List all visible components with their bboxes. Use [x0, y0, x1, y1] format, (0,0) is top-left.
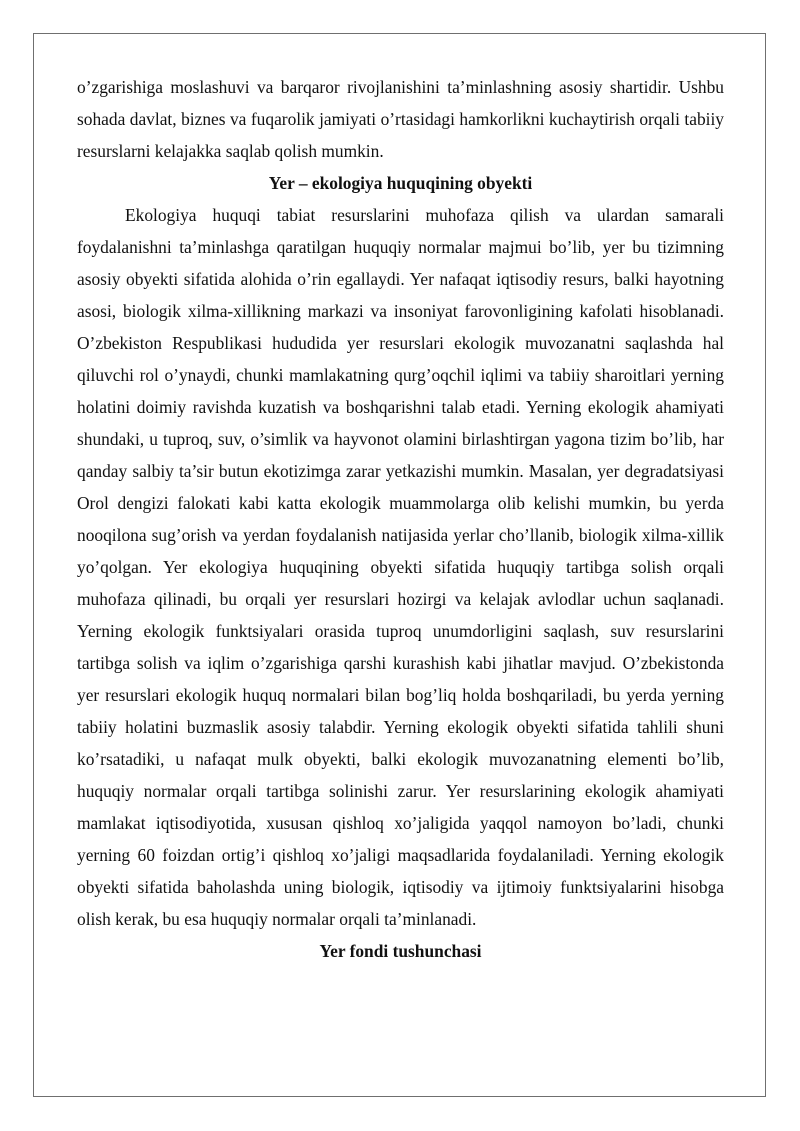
- paragraph-land-as-ecology-object: Ekologiya huquqi tabiat resurslarini muhofaza qilish va ulardan samarali foydalanishni ta’minlashga qaratilgan huquqiy normalar majmui bo’lib, yer bu tizimning asosiy obyekti sifatida alohida o’rin egallaydi. Yer nafaqat iqtisodiy resurs, balki hayotning asosi, biologik xilma-xillikning markazi va insoniyat farovonligining kafolati hisoblanadi. O’zbekiston Respublikasi hududida yer resurslari ekologik muvozanatni saqlashda hal qiluvchi rol o’ynaydi, chunki mamlakatning qurg’oqchil iqlimi va tabiiy sharoitlari yerning holatini doimiy ravishda kuzatish va boshqarishni talab etadi. Yerning ekologik ahamiyati shundaki, u tuproq, suv, o’simlik va hayvonot olamini birlashtirgan yagona tizim bo’lib, har qanday salbiy ta’sir butun ekotizimga zarar yetkazishi mumkin. Masalan, yer degradatsiyasi Orol dengizi falokati kabi katta ekologik muammolarga olib kelishi mumkin, bu yerda nooqilona sug’orish va yerdan foydalanish natijasida yerlar cho’llanib, biologik xilma-xillik yo’qolgan. Yer ekologiya huquqining obyekti sifatida huquqiy tartibga solish orqali muhofaza qilinadi, bu orqali yer resurslari hozirgi va kelajak avlodlar uchun saqlanadi. Yerning ekologik funktsiyalari orasida tuproq unumdorligini saqlash, suv resurslarini tartibga solish va iqlim o’zgarishiga qarshi kurashish kabi jihatlar mavjud. O’zbekistonda yer resurslari ekologik huquq normalari bilan bog’liq holda boshqariladi, bu yerda yerning tabiiy holatini buzmaslik asosiy talabdir. Yerning ekologik obyekti sifatida tahlili shuni ko’rsatadiki, u nafaqat mulk obyekti, balki ekologik muvozanatning elementi bo’lib, huquqiy normalar orqali tartibga solinishi zarur. Yer resurslarining ekologik ahamiyati mamlakat iqtisodiyotida, xususan qishloq xo’jaligida yaqqol namoyon bo’ladi, chunki yerning 60 foizdan ortig’i qishloq xo’jaligi maqsadlarida foydalaniladi. Yerning ekologik obyekti sifatida baholashda uning biologik, iqtisodiy va ijtimoiy funktsiyalarini hisobga olish kerak, bu esa huquqiy normalar orqali ta’minlanadi.: [77, 205, 724, 929]
- section-heading-land-ecology-object: Yer – ekologiya huquqining obyekti: [268, 173, 533, 193]
- document-body: [77, 71, 724, 967]
- section-heading-land-fund: Yer fondi tushunchasi: [319, 941, 482, 961]
- paragraph-continuation: o’zgarishiga moslashuvi va barqaror rivojlanishini ta’minlashning asosiy shartidir. Ushbu sohada davlat, biznes va fuqarolik jamiyati o’rtasidagi hamkorlikni kuchaytirish orqali tabiiy resurslarni kelajakka saqlab qolish mumkin.: [77, 77, 724, 161]
